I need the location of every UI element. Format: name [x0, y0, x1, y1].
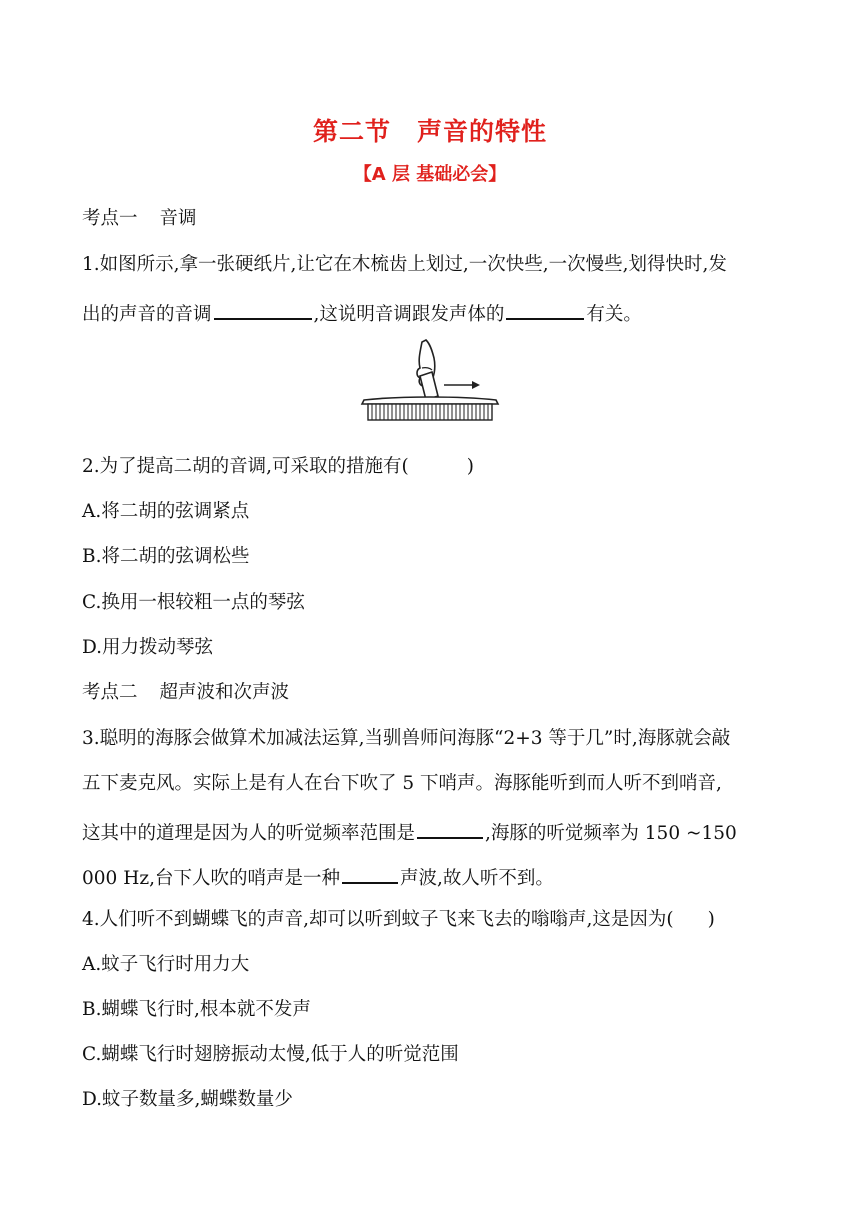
question-4-option-b: B.蝴蝶飞行时,根本就不发声 — [82, 999, 311, 1020]
question-2-option-a: A.将二胡的弦调紧点 — [82, 501, 250, 522]
answer-blank[interactable] — [214, 298, 312, 320]
comb-cardboard-figure — [360, 338, 500, 426]
question-text: ) — [466, 456, 474, 477]
question-text: ,海豚的听觉频率为 150 ~150 — [485, 823, 737, 844]
question-3-line-1: 3.聪明的海豚会做算术加减法运算,当驯兽师问海豚“2+3 等于几”时,海豚就会敲 — [82, 728, 731, 749]
question-text: ) — [707, 909, 715, 930]
answer-blank[interactable] — [506, 298, 584, 320]
question-2-stem — [82, 455, 782, 479]
question-2-option-c: C.换用一根较粗一点的琴弦 — [82, 592, 305, 613]
question-text: 有关。 — [586, 304, 642, 325]
question-text: 这其中的道理是因为人的听觉频率范围是 — [82, 823, 416, 844]
section-name: 音调 — [159, 208, 197, 229]
question-4-option-c: C.蝴蝶飞行时翅膀振动太慢,低于人的听觉范围 — [82, 1044, 459, 1065]
question-3-line-3 — [82, 817, 782, 846]
question-text: 出的声音的音调 — [82, 304, 212, 325]
question-text: 2.为了提高二胡的音调,可采取的措施有( — [82, 456, 409, 477]
title-section-number: 第二节 — [312, 117, 391, 146]
question-2-option-d: D.用力拨动琴弦 — [82, 637, 214, 658]
question-4-option-a: A.蚊子飞行时用力大 — [82, 954, 250, 975]
answer-blank[interactable] — [342, 862, 398, 884]
question-4-stem — [82, 908, 782, 932]
question-text: 声波,故人听不到。 — [399, 868, 554, 889]
section-label: 考点一 — [82, 208, 138, 229]
section-name: 超声波和次声波 — [159, 682, 290, 703]
section-heading-2 — [82, 681, 782, 705]
question-text: 4.人们听不到蝴蝶飞的声音,却可以听到蚊子飞来飞去的嗡嗡声,这是因为( — [82, 909, 674, 930]
level-label: 【A 层 基础必会】 — [353, 164, 507, 185]
page-title — [0, 112, 860, 148]
question-4-option-d: D.蚊子数量多,蝴蝶数量少 — [82, 1089, 293, 1110]
title-topic: 声音的特性 — [417, 117, 548, 146]
question-text: 000 Hz,台下人吹的哨声是一种 — [82, 868, 340, 889]
question-2-option-b: B.将二胡的弦调松些 — [82, 546, 250, 567]
question-text: ,这说明音调跟发声体的 — [313, 304, 505, 325]
section-label: 考点二 — [82, 682, 138, 703]
question-3-line-4 — [82, 862, 782, 891]
answer-blank[interactable] — [417, 817, 483, 839]
question-1-line-1: 1.如图所示,拿一张硬纸片,让它在木梳齿上划过,一次快些,一次慢些,划得快时,发 — [82, 254, 727, 275]
section-heading-1 — [82, 207, 782, 231]
question-1-line-2 — [82, 298, 782, 327]
question-3-line-2: 五下麦克风。实际上是有人在台下吹了 5 下哨声。海豚能听到而人听不到哨音, — [82, 773, 722, 794]
